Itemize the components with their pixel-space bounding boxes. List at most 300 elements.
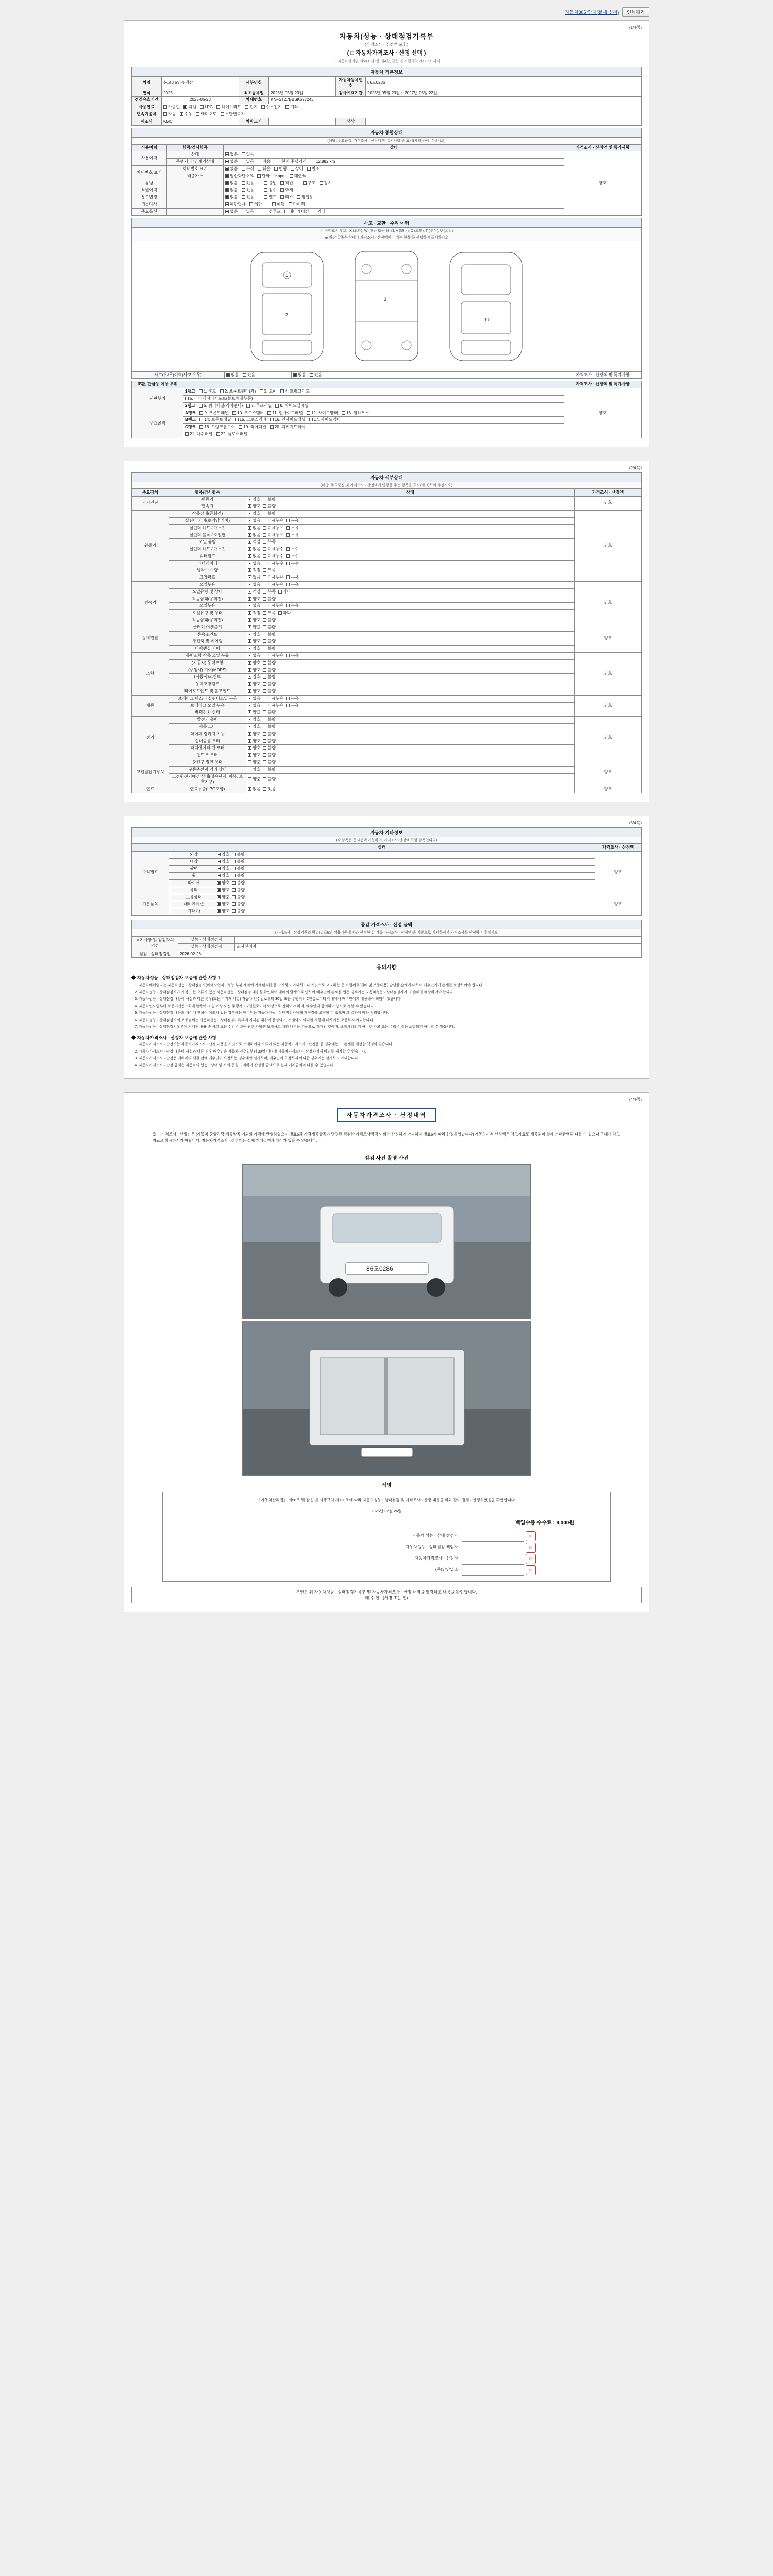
detail-item-state[interactable]: 없음 미세누수 누수 (246, 546, 575, 553)
checkbox-오일-유량-적정[interactable] (248, 540, 251, 544)
checkbox-part-quarter-panel[interactable] (199, 404, 203, 408)
checkbox-타이로드엔드-및-볼조인트-불량[interactable] (263, 689, 266, 693)
other-item[interactable]: 내장 양호 불량 (169, 858, 595, 866)
detail-item-state[interactable]: 적정 부족 (246, 567, 575, 574)
checkbox-외장-양호[interactable] (217, 853, 221, 856)
checkbox-part-front-fender[interactable] (220, 389, 224, 393)
checkbox-fuel-hybrid[interactable] (216, 105, 220, 109)
detail-item-state[interactable]: 양호 불량 (246, 709, 575, 717)
label-car-name: 차명 (132, 77, 162, 90)
detail-item-state[interactable]: 적정 부족 과다 (246, 588, 575, 596)
checkbox-mileage-yes[interactable] (242, 160, 245, 163)
checkbox-frame-b-cross-member[interactable] (235, 418, 239, 421)
checkbox-작동상태-공회전--양호[interactable] (248, 597, 251, 601)
checkbox-오일유량-및-상태-부족[interactable] (263, 590, 266, 594)
cond-row-option-state[interactable]: 없음 있음 선루프 내비게이션 기타 (224, 208, 564, 215)
detail-item-state[interactable]: 적정 부족 과다 (246, 610, 575, 617)
table-row (132, 866, 642, 873)
checkbox-part-side-sill[interactable] (275, 404, 279, 408)
checkbox-광택-불량[interactable] (232, 867, 236, 870)
checkbox-충전구-절연-상태-양호[interactable] (248, 760, 251, 764)
checkbox-fuel-lpg[interactable] (200, 105, 204, 109)
checkbox-휠-불량[interactable] (232, 874, 236, 877)
checkbox-발전기-출력-양호[interactable] (248, 718, 251, 721)
checkbox-내장-불량[interactable] (232, 860, 236, 863)
other-item[interactable]: 휠 양호 불량 (169, 873, 595, 880)
other-item[interactable]: 네비게이션 양호 불량 (169, 901, 595, 908)
parts-row-2[interactable]: 5. 라디에이터서포트(볼트체결부품) (183, 395, 564, 402)
checkbox-오일유량-및-상태-적정[interactable] (248, 590, 251, 594)
detail-item-state[interactable]: 없음 있음 (246, 786, 575, 793)
detail-item-state[interactable]: 없음 미세누유 누유 (246, 653, 575, 660)
checkbox-클러치-어셈블리-양호[interactable] (248, 625, 251, 629)
detail-item-state[interactable]: 양호 불량 (246, 681, 575, 688)
checkbox-fuel-hydrogen[interactable] (261, 105, 265, 109)
checkbox-구동축전지-격리-상태-양호[interactable] (248, 768, 251, 771)
checkbox-실린더-커버-로커암-커버--누유[interactable] (286, 519, 290, 522)
checkbox-오일누유-미세누유[interactable] (263, 583, 266, 586)
checkbox-배력장치-상태-불량[interactable] (263, 710, 266, 714)
checkbox-recall-none[interactable] (225, 202, 229, 206)
checkbox-recall-done[interactable] (272, 202, 276, 206)
checkbox-mileage-low[interactable] (258, 160, 261, 163)
checkbox-윈도우-모터-불량[interactable] (263, 753, 266, 757)
checkbox-연료누출-lpg포함--있음[interactable] (263, 787, 266, 791)
checkbox-frame-wheel-house[interactable] (342, 411, 345, 415)
checkbox-타이로드엔드-및-볼조인트-양호[interactable] (248, 689, 251, 693)
detail-item-state[interactable]: 양호 불량 (246, 745, 575, 752)
cond-row-vin-state[interactable]: 없음 부식 훼손 변형 상이 변조 (224, 165, 564, 173)
checkbox-브레이크-마스터-실린더오일-누유-없음[interactable] (248, 697, 251, 700)
checkbox-vin-damage[interactable] (258, 167, 261, 171)
checkbox-유리-양호[interactable] (217, 888, 221, 892)
checkbox--시동시-동력조향-양호[interactable] (248, 661, 251, 665)
detail-remark: 양호 (575, 786, 642, 793)
detail-item-state[interactable]: 없음 미세누유 누유 (246, 582, 575, 589)
checkbox-frame-package-tray[interactable] (270, 425, 274, 429)
checkbox-vin-none[interactable] (225, 167, 229, 171)
detail-item-label: 구동축전지 격리 상태 (169, 766, 246, 773)
checkbox-추진축-및-베어링-양호[interactable] (248, 639, 251, 643)
checkbox-part-hood[interactable] (199, 389, 203, 393)
checkbox-emission-co[interactable] (225, 174, 229, 178)
detail-group-전기: 전기 (132, 717, 169, 759)
detail-item-state[interactable]: 양호 불량 (246, 731, 575, 738)
transmission-options[interactable]: 자동 수동 세미오토 무단변속기 (162, 111, 642, 118)
table-row (132, 752, 642, 759)
detail-item-state[interactable]: 없음 미세누유 누유 (246, 574, 575, 582)
checkbox-실린더-헤드-개스킷-없음[interactable] (248, 547, 251, 551)
checkbox-part-trunk-lid[interactable] (280, 389, 284, 393)
checkbox-디퍼렌셜-기어-불량[interactable] (263, 647, 266, 650)
checkbox-브레이크-오일-누유-없음[interactable] (248, 704, 251, 707)
checkbox-라디에이터-팬-모터-양호[interactable] (248, 746, 251, 750)
price-date-value: 2026-02-26 (178, 951, 642, 958)
section-condition-title: 자동차 종합상태 (131, 128, 642, 138)
checkbox-연료누출-lpg포함--없음[interactable] (248, 787, 251, 791)
checkbox-보유상태-불량[interactable] (232, 895, 236, 899)
other-item[interactable]: 타이어 양호 불량 (169, 879, 595, 887)
checkbox-고압펌프-누유[interactable] (286, 575, 290, 579)
checkbox-frame-rear-panel[interactable] (239, 425, 242, 429)
checkbox-기타--양호[interactable] (217, 909, 221, 913)
checkbox-작동상태-공회전--불량[interactable] (263, 618, 266, 622)
checkbox-frame-b-inside-panel[interactable] (270, 418, 274, 421)
detail-item-state[interactable]: 양호 불량 (246, 503, 575, 511)
checkbox-fuel-electric[interactable] (245, 105, 248, 109)
detail-item-state[interactable]: 없음 미세누유 누유 (246, 603, 575, 610)
checkbox-오일유량-및-상태-과다[interactable] (278, 611, 282, 615)
checkbox-와이퍼-링키지-기능-양호[interactable] (248, 732, 251, 736)
checkbox-mileage-none[interactable] (225, 160, 229, 163)
detail-item-state[interactable]: 양호 불량 (246, 638, 575, 646)
checkbox-외장-불량[interactable] (232, 853, 236, 856)
checkbox-option-sunroof[interactable] (264, 210, 267, 213)
checkbox-추진축-및-베어링-불량[interactable] (263, 639, 266, 643)
checkbox-실린더-블록-오일팬-누유[interactable] (286, 533, 290, 537)
checkbox-accident-none[interactable] (226, 373, 230, 377)
checkbox-등속조인트-불량[interactable] (263, 633, 266, 636)
signature-row (233, 1542, 540, 1553)
checkbox-배력장치-상태-양호[interactable] (248, 710, 251, 714)
condition-table (131, 144, 642, 216)
checkbox-오일-유량-부족[interactable] (263, 540, 266, 544)
checkbox-fuel-gasoline[interactable] (163, 105, 167, 109)
checkbox-실린더-헤드-개스킷-누유[interactable] (286, 526, 290, 530)
table-row (132, 717, 642, 724)
checkbox-option-other[interactable] (313, 210, 316, 213)
checkbox-tuning-yes[interactable] (242, 181, 245, 185)
checkbox-usechange-yes[interactable] (242, 195, 245, 199)
detail-item-state[interactable]: 없음 미세누유 누유 (246, 702, 575, 709)
help-link[interactable]: 자동차365 안내(결제·신청) (565, 10, 619, 15)
checkbox-고전원전기배선-상태-접속단자-피복-보호기구--불량[interactable] (263, 777, 266, 781)
detail-item-state[interactable]: 양호 불량 (246, 617, 575, 624)
checkbox-오일유량-및-상태-적정[interactable] (248, 611, 251, 615)
checkbox-frame-dash-panel[interactable] (185, 432, 189, 436)
checkbox-vin-corrosion[interactable] (242, 167, 245, 171)
checkbox-emission-smoke[interactable] (290, 174, 293, 178)
cond-row-usechange-sub (167, 194, 224, 201)
checkbox-동력조향펌프-불량[interactable] (263, 682, 266, 686)
detail-item-state[interactable]: 양호 불량 (246, 596, 575, 603)
cond-row-emission-state[interactable]: 일산화탄소% 탄화수소ppm 매연% (224, 173, 564, 180)
checkbox-실내송풍-모터-불량[interactable] (263, 739, 266, 743)
checkbox-타이어-불량[interactable] (232, 881, 236, 885)
other-item[interactable]: 광택 양호 불량 (169, 866, 595, 873)
checkbox-option-navi[interactable] (284, 210, 288, 213)
checkbox-실린더-헤드-개스킷-누수[interactable] (286, 547, 290, 551)
detail-item-state[interactable]: 양호 불량 (246, 496, 575, 503)
cond-row-recall-state[interactable]: 해당없음 해당 이행 미이행 (224, 201, 564, 208)
checkbox-원동기-불량[interactable] (263, 498, 266, 501)
checkbox--주행시-기어-mdps--양호[interactable] (248, 668, 251, 672)
other-item[interactable]: 유리 양호 불량 (169, 887, 595, 894)
checkbox-usechange-none[interactable] (225, 195, 229, 199)
checkbox-워터펌프-미세누수[interactable] (263, 554, 266, 558)
table-row (132, 681, 642, 688)
checkbox-option-none[interactable] (225, 210, 229, 213)
checkbox-frame-side-member[interactable] (307, 411, 310, 415)
checkbox-브레이크-마스터-실린더오일-누유-미세누유[interactable] (263, 697, 266, 700)
checkbox-accident-yes2[interactable] (310, 373, 313, 377)
detail-item-state[interactable]: 양호 불량 (246, 624, 575, 631)
checkbox-accident-none2[interactable] (293, 373, 297, 377)
checkbox-워터펌프-없음[interactable] (248, 554, 251, 558)
checkbox-vin-deform[interactable] (274, 167, 278, 171)
checkbox-타이어-양호[interactable] (217, 881, 221, 885)
checkbox-라디에이터-팬-모터-불량[interactable] (263, 746, 266, 750)
detail-item-label: (주행시) 기어(MDPS) (169, 667, 246, 674)
detail-head-2: 항목/검사항목 (169, 489, 246, 496)
signature-box (162, 1492, 611, 1582)
detail-item-state[interactable]: 없음 미세누수 누수 (246, 553, 575, 560)
checkbox-동력조향-작동-오일-누유-누유[interactable] (286, 654, 290, 657)
checkbox-frame-trunk-floor[interactable] (199, 425, 203, 429)
table-row (132, 702, 642, 709)
checkbox-fuel-diesel[interactable] (183, 105, 187, 109)
checkbox-광택-양호[interactable] (217, 867, 221, 870)
detail-item-label: 발전기 출력 (169, 717, 246, 724)
checkbox-냉각수-수량-적정[interactable] (248, 568, 251, 572)
checkbox-vin-diff[interactable] (291, 167, 294, 171)
fuel-options[interactable]: 가솔린 디젤 LPG 하이브리드 전기 수소전기 기타 (162, 104, 642, 111)
checkbox-usage-yes[interactable] (242, 152, 245, 156)
checkbox-special-flood[interactable] (264, 188, 267, 192)
checkbox-네비게이션-양호[interactable] (217, 902, 221, 906)
checkbox-작동상태-공회전--양호[interactable] (248, 512, 251, 515)
accident-footer-opts2[interactable]: 없음 있음 (292, 371, 564, 379)
page-mark-4: (4/4쪽) (629, 1097, 642, 1103)
cond-row-tuning-state[interactable]: 없음 있음 불법 적법 구조 장치 (224, 180, 564, 187)
checkbox-오일누유-미세누유[interactable] (263, 604, 266, 607)
value-vinno: KNFSTZ7BBSK677243 (269, 97, 642, 104)
cond-row-special-state[interactable]: 없음 있음 침수 화재 (224, 187, 564, 194)
cond-row-usechange-state[interactable]: 없음 있음 렌트 리스 영업용 (224, 194, 564, 201)
other-table (131, 844, 642, 916)
parts-row-4[interactable]: A랭크 9. 프론트패널 10. 크로스멤버 11. 인사이드패널 12. 사이드멤버 13. 휠하우스 (183, 410, 564, 417)
parts-row-7[interactable]: 21. 대쉬패널 22. 플로어패널 (183, 431, 564, 438)
checkbox-라디에이터-미세누수[interactable] (263, 562, 266, 565)
checkbox-tuning-none[interactable] (225, 181, 229, 185)
checkbox-브레이크-마스터-실린더오일-누유-누유[interactable] (286, 697, 290, 700)
checkbox-option-yes[interactable] (242, 210, 245, 213)
checkbox-part-roof-panel[interactable] (246, 404, 250, 408)
print-button[interactable]: 인쇄하기 (622, 7, 649, 17)
checkbox-trans-auto[interactable] (163, 112, 167, 116)
checkbox-실내송풍-모터-양호[interactable] (248, 739, 251, 743)
checkbox-frame-front-panel[interactable] (199, 411, 203, 415)
checkbox-라디에이터-누수[interactable] (286, 562, 290, 565)
checkbox-special-fire[interactable] (280, 188, 284, 192)
checkbox-디퍼렌셜-기어-양호[interactable] (248, 647, 251, 650)
checkbox-휠-양호[interactable] (217, 874, 221, 877)
checkbox--시동시-조인트-양호[interactable] (248, 675, 251, 679)
checkbox-등속조인트-양호[interactable] (248, 633, 251, 636)
table-row (132, 887, 642, 894)
checkbox-frame-floor-panel[interactable] (216, 432, 220, 436)
cond-row-recall-sub (167, 201, 224, 208)
checkbox-냉각수-수량-부족[interactable] (263, 568, 266, 572)
other-item[interactable]: 보유상태 양호 불량 (169, 894, 595, 901)
checkbox-클러치-어셈블리-불량[interactable] (263, 625, 266, 629)
detail-item-state[interactable]: 없음 미세누유 누유 (246, 524, 575, 532)
checkbox--주행시-기어-mdps--불량[interactable] (263, 668, 266, 672)
checkbox-발전기-출력-불량[interactable] (263, 718, 266, 721)
signature-row (233, 1565, 540, 1576)
detail-item-label: 원동기 (169, 496, 246, 503)
detail-item-state[interactable]: 양호 불량 (246, 631, 575, 638)
checkbox-frame-b-side-member[interactable] (309, 418, 313, 421)
checkbox-tuning-illegal[interactable] (264, 181, 267, 185)
checkbox-작동상태-공회전--불량[interactable] (263, 512, 266, 515)
detail-item-state[interactable]: 양호 불량 (246, 752, 575, 759)
checkbox-유리-불량[interactable] (232, 888, 236, 892)
checkbox-라디에이터-없음[interactable] (248, 562, 251, 565)
detail-item-label: 배력장치 상태 (169, 709, 246, 717)
detail-item-state[interactable]: 없음 미세누수 누수 (246, 560, 575, 567)
checkbox-동력조향-작동-오일-누유-미세누유[interactable] (263, 654, 266, 657)
checkbox-시동-모터-양호[interactable] (248, 725, 251, 728)
checkbox-브레이크-오일-누유-누유[interactable] (286, 704, 290, 707)
page-3 (124, 816, 649, 1079)
other-item[interactable]: 외장 양호 불량 (169, 851, 595, 858)
checkbox-오일누유-없음[interactable] (248, 604, 251, 607)
checkbox-emission-hc[interactable] (257, 174, 261, 178)
checkbox-part-door[interactable] (260, 389, 263, 393)
accident-footer-opts[interactable]: 없음 있음 (225, 371, 292, 379)
checkbox-기타--불량[interactable] (232, 909, 236, 913)
value-maker: KMC (162, 118, 239, 125)
checkbox-tuning-structure[interactable] (303, 181, 307, 185)
detail-item-state[interactable]: 양호 불량 (246, 646, 575, 653)
checkbox-와이퍼-링키지-기능-불량[interactable] (263, 732, 266, 736)
signature-stamp (524, 1553, 540, 1565)
checkbox-실린더-헤드-개스킷-없음[interactable] (248, 526, 251, 530)
detail-item-state[interactable]: 없음 미세누유 누유 (246, 695, 575, 702)
checkbox-오일유량-및-상태-과다[interactable] (278, 590, 282, 594)
detail-item-state[interactable]: 양호 불량 (246, 659, 575, 667)
checkbox-오일누유-누유[interactable] (286, 604, 290, 607)
checkbox--시동시-조인트-불량[interactable] (263, 675, 266, 679)
detail-item-state[interactable]: 양호 불량 (246, 667, 575, 674)
checkbox-시동-모터-불량[interactable] (263, 725, 266, 728)
checkbox-trans-cvt[interactable] (221, 112, 224, 116)
detail-item-state[interactable]: 양호 불량 (246, 674, 575, 681)
checkbox-내장-양호[interactable] (217, 860, 221, 863)
parts-row-1[interactable]: 1랭크 1. 후드 2. 프론트펜더(좌) 3. 도어 4. 트렁크리드 (183, 388, 564, 396)
detail-item-state[interactable]: 양호 불량 (246, 688, 575, 696)
detail-item-state[interactable]: 양호 불량 (246, 759, 575, 767)
checkbox-fuel-other[interactable] (285, 105, 289, 109)
checkbox-실린더-커버-로커암-커버--미세누유[interactable] (263, 519, 266, 522)
detail-item-state[interactable]: 양호 불량 (246, 511, 575, 518)
checkbox-작동상태-공회전--불량[interactable] (263, 597, 266, 601)
checkbox-실린더-헤드-개스킷-미세누유[interactable] (263, 526, 266, 530)
checkbox-충전구-절연-상태-불량[interactable] (263, 760, 266, 764)
detail-item-state[interactable]: 양호 불량 (246, 766, 575, 773)
detail-item-label: 작동상태(공회전) (169, 617, 246, 624)
parts-row-3[interactable]: 2랭크 6. 쿼터패널(리어펜더) 7. 루프패널 8. 사이드실패널 (183, 402, 564, 410)
cond-row-mileage-state[interactable]: 없음 있음 적음 현재 주행거리 12,882 km (224, 159, 564, 166)
checkbox-실린더-블록-오일팬-미세누유[interactable] (263, 533, 266, 537)
checkbox-vin-altered[interactable] (307, 167, 311, 171)
checkbox-실린더-커버-로커암-커버--없음[interactable] (248, 519, 251, 522)
checkbox-usage-none[interactable] (225, 152, 229, 156)
checkbox-special-yes[interactable] (242, 188, 245, 192)
table-row (132, 539, 642, 546)
checkbox-변속기-양호[interactable] (248, 504, 251, 508)
detail-item-label: 시동 모터 (169, 724, 246, 731)
checkbox-usechange-lease[interactable] (280, 195, 284, 199)
checkbox-워터펌프-누수[interactable] (286, 554, 290, 558)
checkbox-trans-semiauto[interactable] (196, 112, 199, 116)
checkbox-브레이크-오일-누유-미세누유[interactable] (263, 704, 266, 707)
checkbox-accident-yes[interactable] (243, 373, 246, 377)
table-row (132, 738, 642, 745)
cond-row-usage-state[interactable]: 없음 있음 (224, 151, 564, 159)
detail-item-state[interactable]: 없음 미세누유 누유 (246, 532, 575, 539)
checkbox-usechange-commercial[interactable] (297, 195, 300, 199)
detail-item-state[interactable]: 적정 부족 (246, 539, 575, 546)
checkbox-고압펌프-없음[interactable] (248, 575, 251, 579)
checkbox-오일누유-누유[interactable] (286, 583, 290, 586)
checkbox-작동상태-공회전--양호[interactable] (248, 618, 251, 622)
detail-item-state[interactable]: 양호 불량 (246, 738, 575, 745)
checkbox-special-none[interactable] (225, 188, 229, 192)
detail-item-state[interactable]: 양호 불량 (246, 717, 575, 724)
cond-row-option-sub (167, 208, 224, 215)
checkbox-동력조향-작동-오일-누유-없음[interactable] (248, 654, 251, 657)
checkbox-오일유량-및-상태-부족[interactable] (263, 611, 266, 615)
section-accident-note1: ※ 상태표시 부호 : X (교환), W (판금 또는 용접), A (績正), C (교환), T (부식), U (요철) (131, 228, 642, 234)
checkbox-동력조향펌프-양호[interactable] (248, 682, 251, 686)
checkbox-frame-inside-panel[interactable] (267, 411, 271, 415)
checkbox-보유상태-양호[interactable] (217, 895, 221, 899)
detail-item-state[interactable]: 양호 불량 (246, 724, 575, 731)
checkbox-고압펌프-미세누유[interactable] (263, 575, 266, 579)
checkbox-오일누유-없음[interactable] (248, 583, 251, 586)
table-row (132, 646, 642, 653)
checkbox-변속기-불량[interactable] (263, 504, 266, 508)
checkbox-윈도우-모터-양호[interactable] (248, 753, 251, 757)
checkbox-part-radiator-support[interactable] (185, 397, 189, 400)
checkbox-tuning-device[interactable] (320, 181, 323, 185)
checkbox-실린더-블록-오일팬-없음[interactable] (248, 533, 251, 537)
cond-row-mileage-label: 주행거리 및 계기상태 (167, 159, 224, 166)
checkbox-recall-yes[interactable] (249, 202, 253, 206)
doc-title: 자동차(성능 · 상태점검기록부 (339, 32, 434, 40)
detail-item-state[interactable]: 없음 미세누유 누유 (246, 517, 575, 524)
checkbox-구동축전지-격리-상태-불량[interactable] (263, 768, 266, 771)
checkbox-frame-cross-member[interactable] (232, 411, 236, 415)
checkbox-네비게이션-불량[interactable] (232, 902, 236, 906)
checkbox-실린더-헤드-개스킷-미세누수[interactable] (263, 547, 266, 551)
checkbox-trans-manual[interactable] (180, 112, 183, 116)
checkbox-usechange-rent[interactable] (264, 195, 267, 199)
checkbox-원동기-양호[interactable] (248, 498, 251, 501)
other-item[interactable]: 기타 ( ) 양호 불량 (169, 908, 595, 916)
checkbox-tuning-legal[interactable] (280, 181, 284, 185)
parts-row-5[interactable]: B랭크 14. 프론트패널 15. 크로스멤버 16. 인사이드패널 17. 사이드멤버 (183, 417, 564, 424)
checkbox-recall-notdone[interactable] (289, 202, 292, 206)
detail-item-state[interactable]: 양호 불량 (246, 773, 575, 786)
parts-row-6[interactable]: C랭크 18. 트렁크플로어 19. 리어패널 20. 패키지트레이 (183, 424, 564, 431)
checkbox--시동시-동력조향-불량[interactable] (263, 661, 266, 665)
signature-label: 자동차 성능 · 상태 점검자 (412, 1533, 458, 1538)
checkbox-고전원전기배선-상태-접속단자-피복-보호기구--양호[interactable] (248, 777, 251, 781)
checkbox-frame-b-front-panel[interactable] (199, 418, 203, 421)
